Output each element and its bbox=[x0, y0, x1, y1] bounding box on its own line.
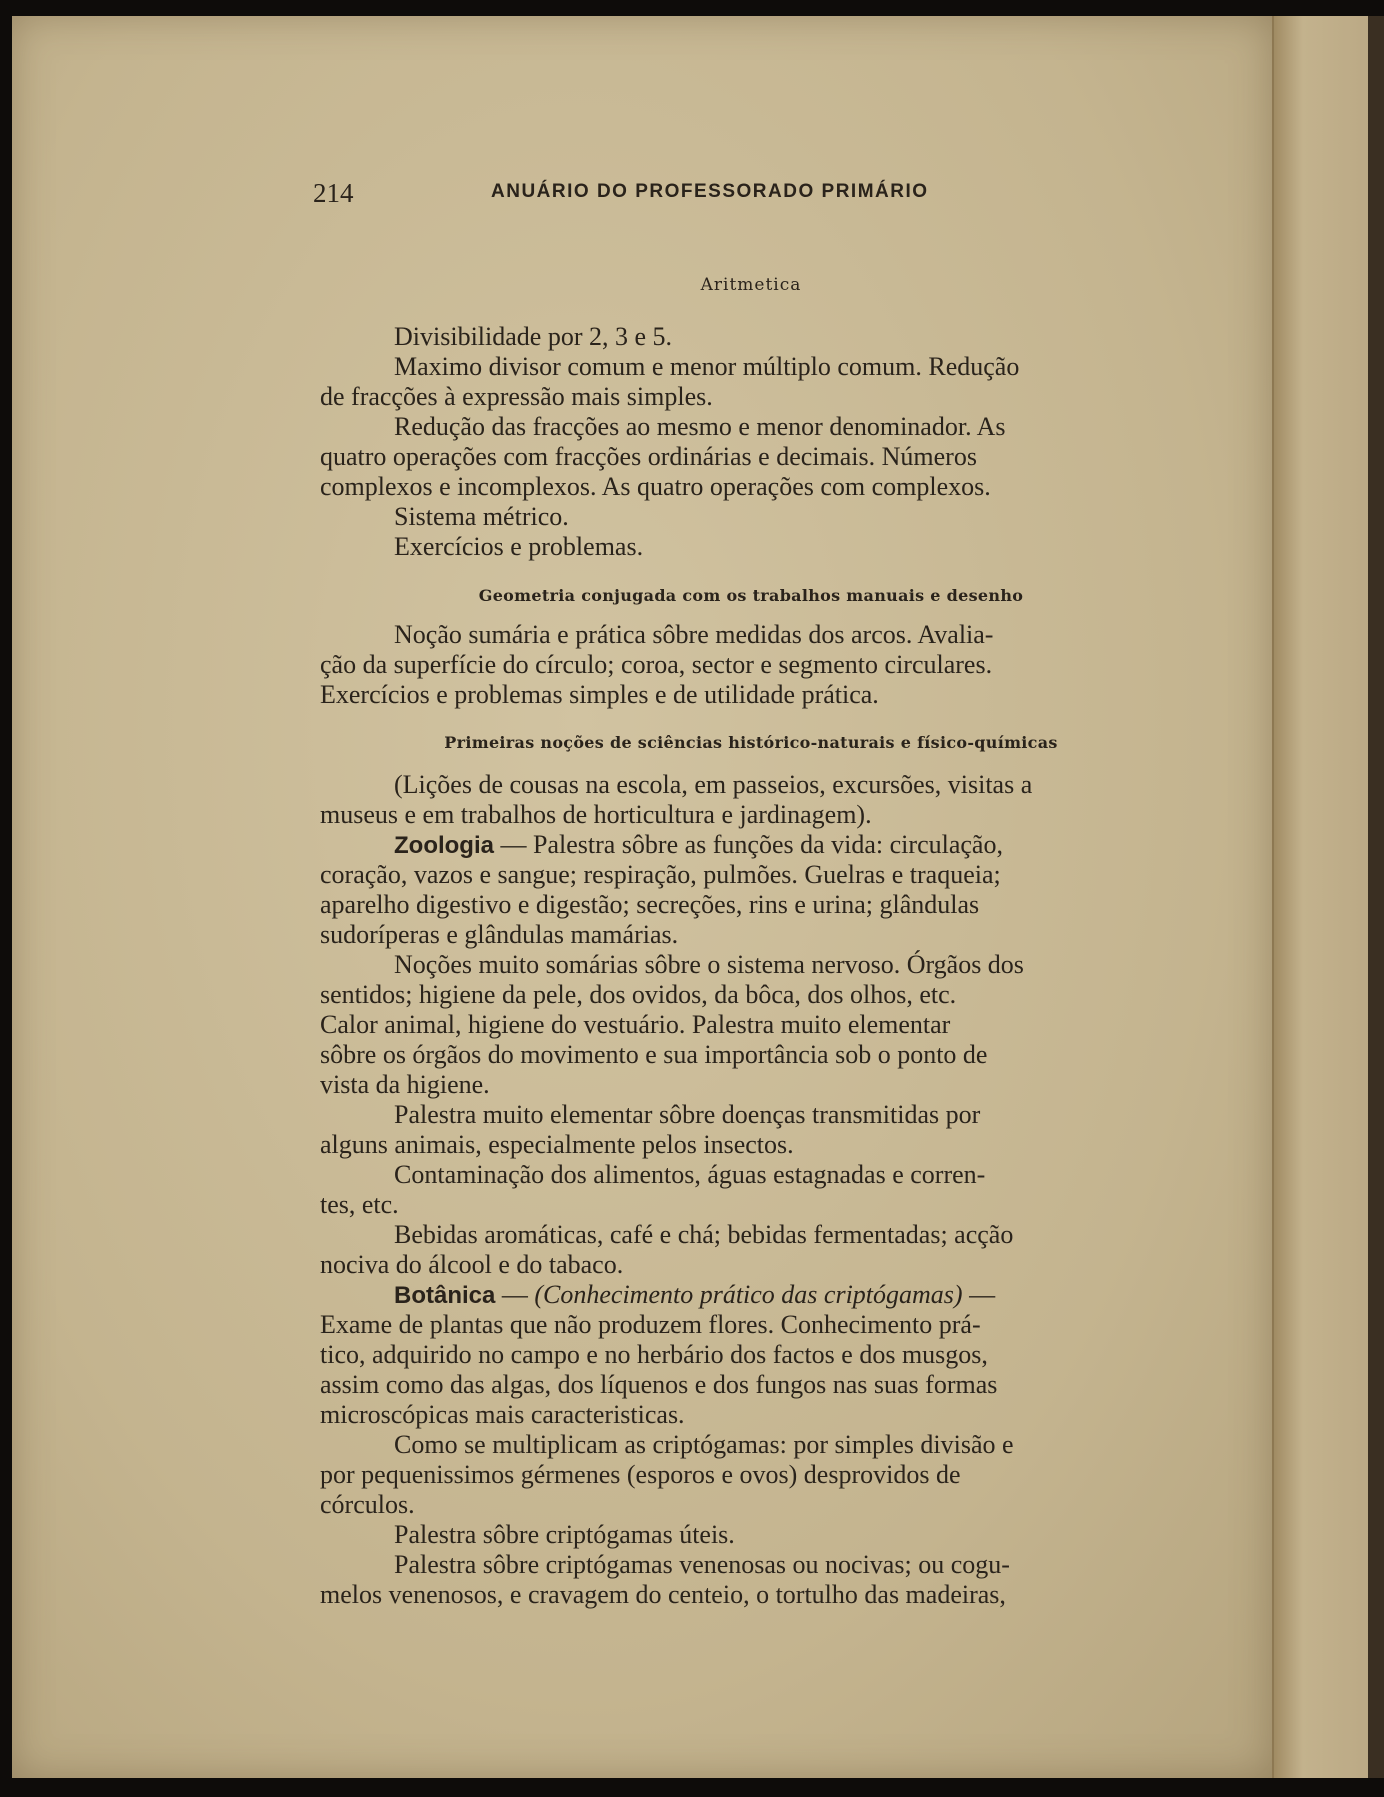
text-line: museus e em trabalhos de horticultura e jardinagem). bbox=[320, 800, 872, 829]
scan-top-border bbox=[0, 0, 1384, 16]
text-line: tes, etc. bbox=[320, 1190, 399, 1219]
text-line: de fracções à expressão mais simples. bbox=[320, 382, 713, 411]
text-line: Redução das fracções ao mesmo e menor denominador. As bbox=[394, 412, 1006, 441]
section-heading-arithmetic: Aritmetica bbox=[700, 275, 802, 295]
subject-zoology: Zoologia bbox=[394, 832, 494, 859]
text-line: sentidos; higiene da pele, dos ovidos, da bôca, dos olhos, etc. bbox=[320, 980, 957, 1009]
text-line: Noções muito somárias sôbre o sistema nervoso. Órgãos dos bbox=[394, 950, 1024, 979]
text-line: Botânica — (Conhecimento prático das criptógamas) — bbox=[394, 1280, 996, 1309]
text-line: microscópicas mais caracteristicas. bbox=[320, 1400, 685, 1429]
section-heading-sciences: Primeiras noções de sciências histórico-naturais e físico-químicas bbox=[444, 733, 1058, 752]
text-line: Palestra muito elementar sôbre doenças transmitidas por bbox=[394, 1100, 981, 1129]
text-line: Palestra sôbre criptógamas úteis. bbox=[394, 1520, 735, 1549]
text-line: Como se multiplicam as criptógamas: por simples divisão e bbox=[394, 1430, 1014, 1459]
text-line: por pequenissimos gérmenes (esporos e ovos) desprovidos de bbox=[320, 1460, 961, 1489]
section-heading-geometry: Geometria conjugada com os trabalhos manuais e desenho bbox=[478, 586, 1024, 605]
text-line: assim como das algas, dos líquenos e dos fungos nas suas formas bbox=[320, 1370, 998, 1399]
text-line: vista da higiene. bbox=[320, 1070, 490, 1099]
text-line: Exercícios e problemas simples e de utilidade prática. bbox=[320, 680, 879, 709]
text-line: Divisibilidade por 2, 3 e 5. bbox=[394, 322, 673, 351]
next-page-edge bbox=[1272, 16, 1370, 1778]
text-line: sôbre os órgãos do movimento e sua importância sob o ponto de bbox=[320, 1040, 988, 1069]
text-line: alguns animais, especialmente pelos insectos. bbox=[320, 1130, 794, 1159]
running-title: ANUÁRIO DO PROFESSORADO PRIMÁRIO bbox=[491, 181, 929, 202]
text-line: Zoologia — Palestra sôbre as funções da vida: circulação, bbox=[394, 830, 1003, 859]
text-line: (Lições de cousas na escola, em passeios, excursões, visitas a bbox=[394, 770, 1033, 799]
text-line: Sistema métrico. bbox=[394, 502, 569, 531]
text-line: melos venenosos, e cravagem do centeio, o tortulho das madeiras, bbox=[320, 1580, 1006, 1609]
text-line: córculos. bbox=[320, 1490, 415, 1519]
botany-note: (Conhecimento prático das criptógamas) bbox=[534, 1280, 963, 1309]
subject-botany: Botânica bbox=[394, 1282, 496, 1309]
text-line: quatro operações com fracções ordinárias e decimais. Números bbox=[320, 442, 977, 471]
text-line: ção da superfície do círculo; coroa, sector e segmento circulares. bbox=[320, 650, 993, 679]
text-line: complexos e incomplexos. As quatro operações com complexos. bbox=[320, 472, 991, 501]
text-line: Maximo divisor comum e menor múltiplo comum. Redução bbox=[394, 352, 1020, 381]
page-header bbox=[313, 174, 1013, 210]
text-line: tico, adquirido no campo e no herbário dos factos e dos musgos, bbox=[320, 1340, 988, 1369]
text-line: Palestra sôbre criptógamas venenosas ou nocivas; ou cogu- bbox=[394, 1550, 1010, 1579]
text-line: sudoríperas e glândulas mamárias. bbox=[320, 920, 679, 949]
text-line: Noção sumária e prática sôbre medidas dos arcos. Avalia- bbox=[394, 620, 994, 649]
page-number: 214 bbox=[313, 178, 354, 208]
scan-right-border bbox=[1368, 16, 1384, 1778]
text-line: Calor animal, higiene do vestuário. Palestra muito elementar bbox=[320, 1010, 951, 1039]
text-line: nociva do álcool e do tabaco. bbox=[320, 1250, 624, 1279]
text-line: coração, vazos e sangue; respiração, pulmões. Guelras e traqueia; bbox=[320, 860, 1001, 889]
text-line: Exercícios e problemas. bbox=[394, 532, 644, 561]
text-line: Contaminação dos alimentos, águas estagnadas e corren- bbox=[394, 1160, 986, 1189]
text-line: Exame de plantas que não produzem flores. Conhecimento prá- bbox=[320, 1310, 981, 1339]
text-line: Bebidas aromáticas, café e chá; bebidas fermentadas; acção bbox=[394, 1220, 1014, 1249]
text-line: aparelho digestivo e digestão; secreções, rins e urina; glândulas bbox=[320, 890, 980, 919]
